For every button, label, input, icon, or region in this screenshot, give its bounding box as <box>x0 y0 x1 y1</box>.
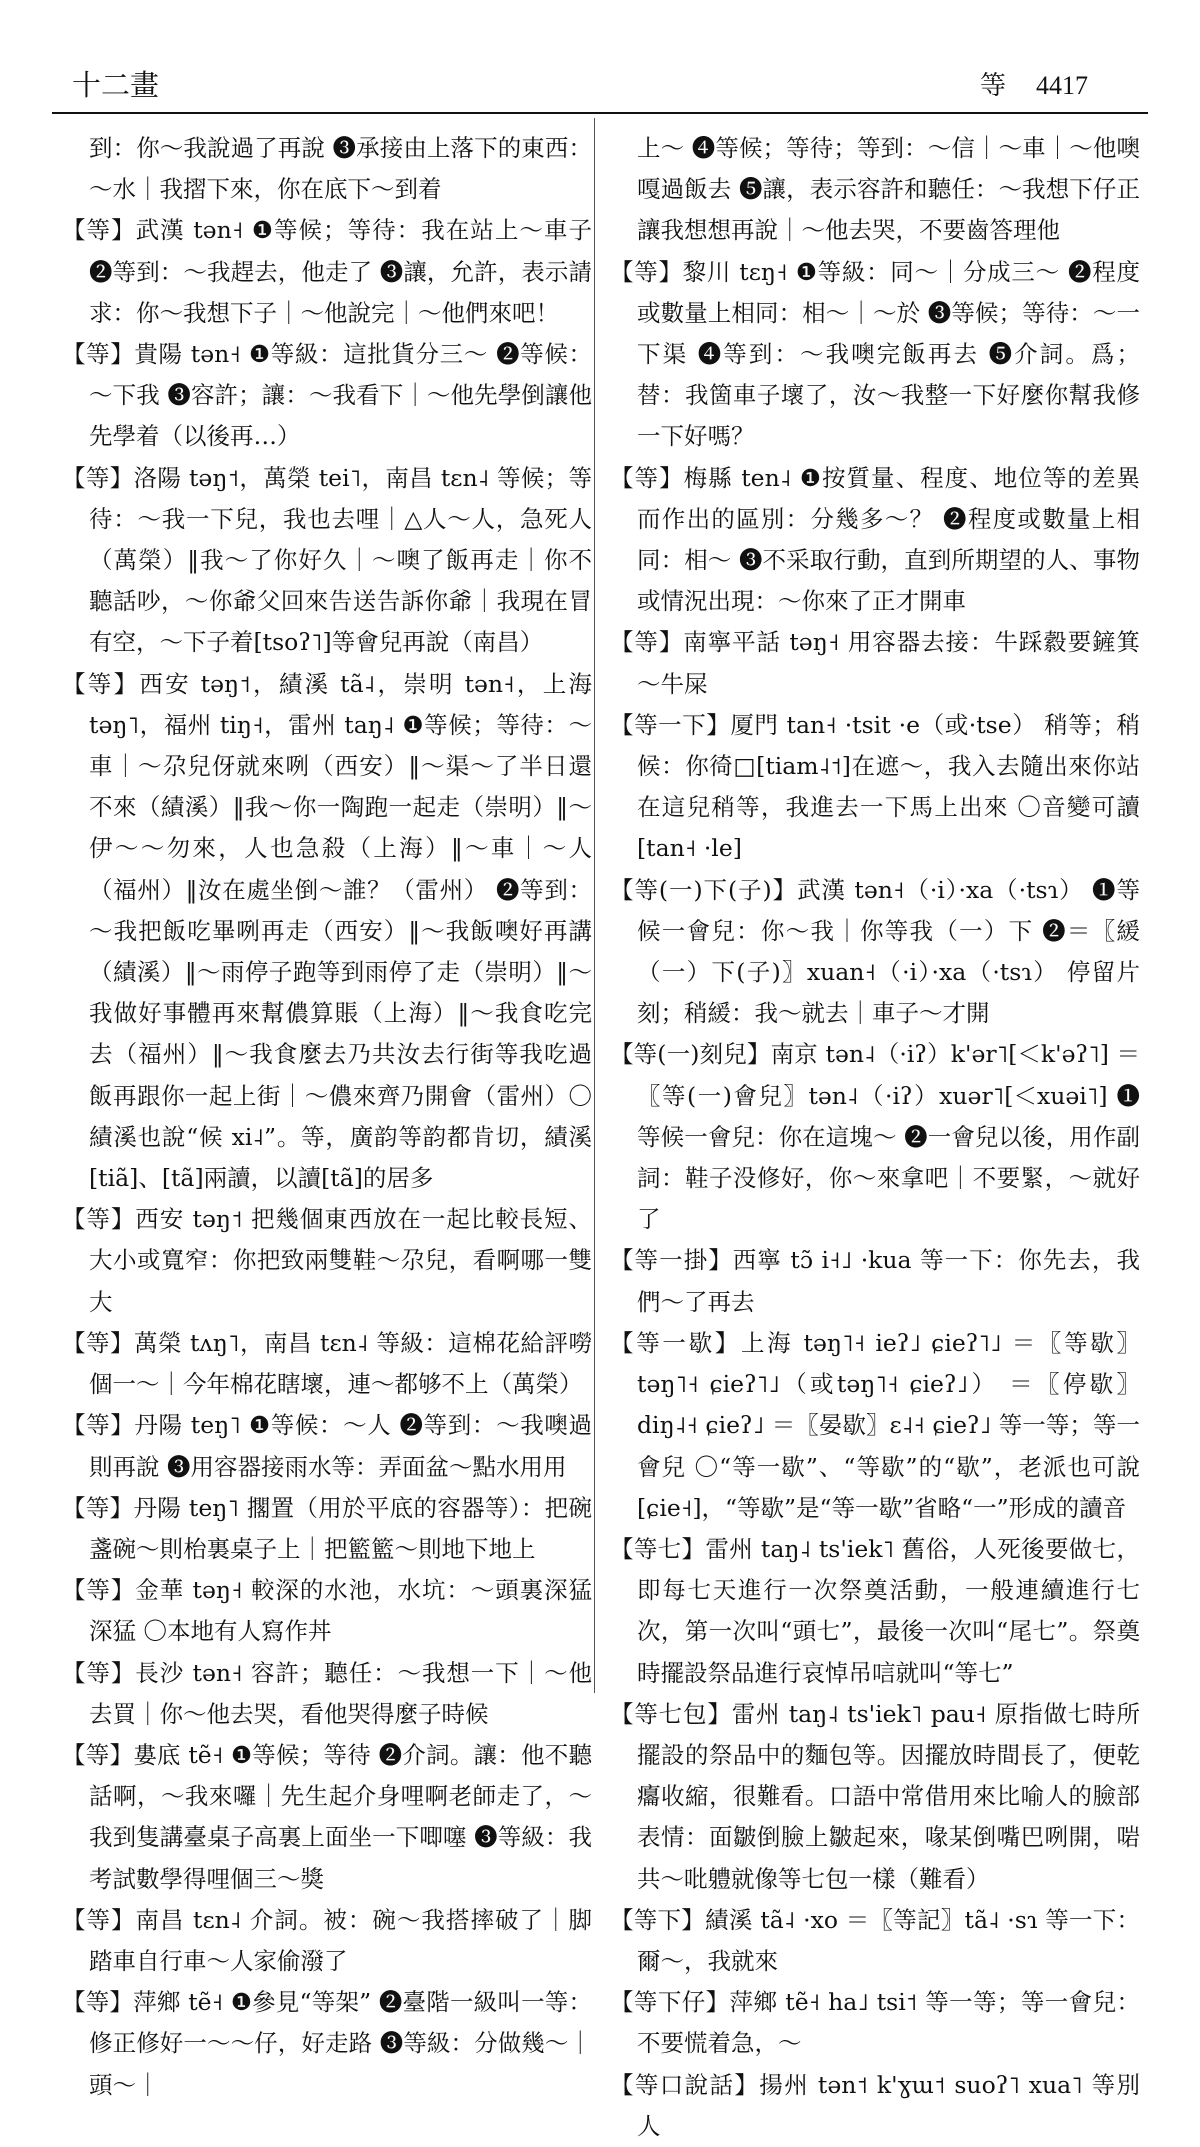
dictionary-entry: 【等一下】厦門 tan˧ ·tsit ·e（或·tse） 稍等；稍候：你徛□[tiam˨˦]在遮～，我入去隨出來你站在這兒稍等，我進去一下馬上出來 〇音變可讀[tan˧ ·le] <box>610 710 1140 863</box>
right-column <box>610 128 1140 2140</box>
left-column <box>62 128 592 2099</box>
dictionary-entry: 【等】黎川 tɛŋ˧ ❶等級：同～｜分成三～ ❷程度或數量上相同：相～｜～於 ❸等候；等待：～一下渠 ❹等到：～我噢完飯再去 ❺介詞。爲；替：我箇車子壞了，汝～我整一下好麼你幫我修一下好嗎？ <box>610 257 1140 451</box>
entry-continuation: 到：你～我說過了再說 ❸承接由上落下的東西：～水｜我摺下來，你在底下～到着 <box>89 134 592 204</box>
dictionary-entry: 【等(一)刻兒】南京 tən˨（·iʔ）k'ər˥[＜k'əʔ˥] ＝〖等(一)會兒〗tən˨（·iʔ）xuər˥[＜xuəi˥] ❶等候一會兒：你在這塊～ ❷一會兒以後，用作副詞：鞋子没修好，你～來拿吧｜不要緊，～就好了 <box>610 1040 1140 1234</box>
dictionary-entry: 【等】南昌 tɛn˨ 介詞。被：碗～我搭摔破了｜脚踏車自行車～人家偷潑了 <box>62 1905 592 1975</box>
dictionary-entry: 【等下】績溪 tã˨ ·xo ＝〖等記〗tã˨ ·sɿ 等一下：爾～，我就來 <box>610 1905 1140 1975</box>
dictionary-entry: 【等】西安 təŋ˦ 把幾個東西放在一起比較長短、大小或寬窄：你把致兩雙鞋～尕兒，看啊哪一雙大 <box>62 1205 592 1316</box>
dictionary-entry: 【等】武漢 tən˧ ❶等候；等待：我在站上～車子 ❷等到：～我趕去，他走了 ❸讓，允許，表示請求：你～我想下子｜～他說完｜～他們來吧！ <box>62 216 592 327</box>
header-right <box>980 65 1088 102</box>
dictionary-entry: 【等(一)下(子)】武漢 tən˧（·i）·xa（·tsɿ） ❶等候一會兒：你～我｜你等我（一）下 ❷＝〖緩（一）下(子)〗xuan˧（·i）·xa（·tsɿ） 停留片刻；稍緩：我～就去｜車子～才開 <box>610 875 1140 1028</box>
dictionary-entry: 【等】婁底 tẽ˧ ❶等候；等待 ❷介詞。讓：他不聽話啊，～我來囉｜先生起介身哩啊老師走了，～我到隻講臺桌子高裏上面坐一下唧噻 ❸等級：我考試數學得哩個三～獎 <box>62 1740 592 1893</box>
page-header <box>52 60 1148 114</box>
dictionary-entry: 【等】貴陽 tən˧ ❶等級：這批貨分三～ ❷等候：～下我 ❸容許；讓：～我看下｜～他先學倒讓他先學着（以後再…） <box>62 340 592 451</box>
column-divider <box>594 118 595 1693</box>
section-title: 十二畫 <box>72 68 160 102</box>
dictionary-entry: 【等】萍鄉 tẽ˧ ❶參見“等架” ❷臺階一級叫一等：修正修好一～～仔，好走路 ❸等級：分做幾～｜頭～｜ <box>62 1988 592 2099</box>
dictionary-entry: 【等】洛陽 təŋ˦，萬榮 tei˥，南昌 tɛn˨ 等候；等待：～我一下兒，我也去哩｜△人～人，急死人（萬榮）‖我～了你好久｜～噢了飯再走｜你不聽話吵，～你爺父回來告送告訴你爺｜我現在冒有空，～下子着[tsoʔ˥]等會兒再說（南昌） <box>62 463 592 657</box>
dictionary-entry: 【等七】雷州 taŋ˨ ts'iek˥ 舊俗，人死後要做七，即每七天進行一次祭奠活動，一般連續進行七次，第一次叫“頭七”，最後一次叫“尾七”。祭奠時擺設祭品進行哀悼吊唁就叫“等七” <box>610 1534 1140 1687</box>
dictionary-entry: 【等】丹陽 teŋ˥ ❶等候：～人 ❷等到：～我噢過則再說 ❸用容器接雨水等：弄面盆～點水用用 <box>62 1411 592 1481</box>
dictionary-entry: 【等】梅縣 ten˨ ❶按質量、程度、地位等的差異而作出的區別：分幾多～？ ❷程度或數量上相同：相～ ❸不采取行動，直到所期望的人、事物或情況出現：～你來了正才開車 <box>610 463 1140 616</box>
dictionary-entry: 【等】南寧平話 təŋ˧ 用容器去接：牛踩縠要鏟箕～牛屎 <box>610 628 1140 698</box>
dictionary-entry: 【等一歇】上海 təŋ˥˧ ieʔ˩ ɕieʔ˥˩ ＝〖等歇〗təŋ˥˧ ɕieʔ˥˩（或təŋ˥˧ ɕieʔ˩） ＝〖停歇〗diŋ˨˧ ɕieʔ˩ ＝〖晏歇〗ɛ˨˧ ɕieʔ˩ 等一等；等一會兒 〇“等一歇”、“等歇”的“歇”，老派也可說[ɕie˧]，“等歇”是“等一歇”省略“一”形成的讀音 <box>610 1328 1140 1522</box>
dictionary-entry: 【等七包】雷州 taŋ˨ ts'iek˥ pau˧ 原指做七時所擺設的祭品中的麵包等。因擺放時間長了，便乾癟收縮，很難看。口語中常借用來比喻人的臉部表情：面皺倒臉上皺起來，喙某倒嘴巴咧開，啱共～吡軆就像等七包一樣（難看） <box>610 1699 1140 1893</box>
dictionary-entry: 【等下仔】萍鄉 tẽ˧ ha˩ tsi˦ 等一等；等一會兒：不要慌着急，～ <box>610 1988 1140 2058</box>
header-char: 等 <box>979 71 1006 101</box>
dictionary-entry: 【等】金華 təŋ˧ 較深的水池，水坑：～頭裏深猛深猛 〇本地有人寫作丼 <box>62 1576 592 1646</box>
page-number: 4417 <box>1036 71 1088 100</box>
entry-continuation: 上～ ❹等候；等待；等到：～信｜～車｜～他噢嘎過飯去 ❺讓，表示容許和聽任：～我想下仔正讓我想想再說｜～他去哭，不要齒答理他 <box>637 134 1140 245</box>
dictionary-entry: 【等口說話】揚州 tən˦ k'ɣɯ˦ suoʔ˥ xua˥ 等別人 <box>610 2070 1140 2140</box>
dictionary-entry: 【等】西安 təŋ˦，績溪 tã˨，崇明 tən˧，上海 təŋ˥，福州 tiŋ˧，雷州 taŋ˨ ❶等候；等待：～車｜～尕兒伢就來咧（西安）‖～渠～了半日還不來（績溪）‖我～你一陶跑一起走（崇明）‖～伊～～勿來，人也急殺（上海）‖～車｜～人（福州）‖汝在處坐倒～誰？（雷州） ❷等到：～我把飯吃畢咧再走（西安）‖～我飯噢好再講（績溪）‖～雨停子跑等到雨停了走（崇明）‖～我做好事體再來幫儂算賬（上海）‖～我食吃完去（福州）‖～我食麼去乃共汝去行街等我吃過飯再跟你一起上街｜～儂來齊乃開會（雷州）〇績溪也說“候 xi˨”。等，廣韵等韵都肯切，績溪[tiã]、[tã]兩讀，以讀[tã]的居多 <box>62 669 592 1193</box>
dictionary-entry: 【等一掛】西寧 tɔ̃ i˧˩ ·kua 等一下：你先去，我們～了再去 <box>610 1246 1140 1316</box>
dictionary-entry: 【等】長沙 tən˧ 容許；聽任：～我想一下｜～他去買｜你～他去哭，看他哭得麼子時候 <box>62 1658 592 1728</box>
dictionary-entry: 【等】萬榮 tʌŋ˥，南昌 tɛn˨ 等級：這棉花給評嘮個一～｜今年棉花瞎壞，連～都够不上（萬榮） <box>62 1328 592 1399</box>
dictionary-entry: 【等】丹陽 teŋ˥ 擱置（用於平底的容器等）：把碗盞碗～則枱裏桌子上｜把籃籃～則地下地上 <box>62 1493 592 1563</box>
